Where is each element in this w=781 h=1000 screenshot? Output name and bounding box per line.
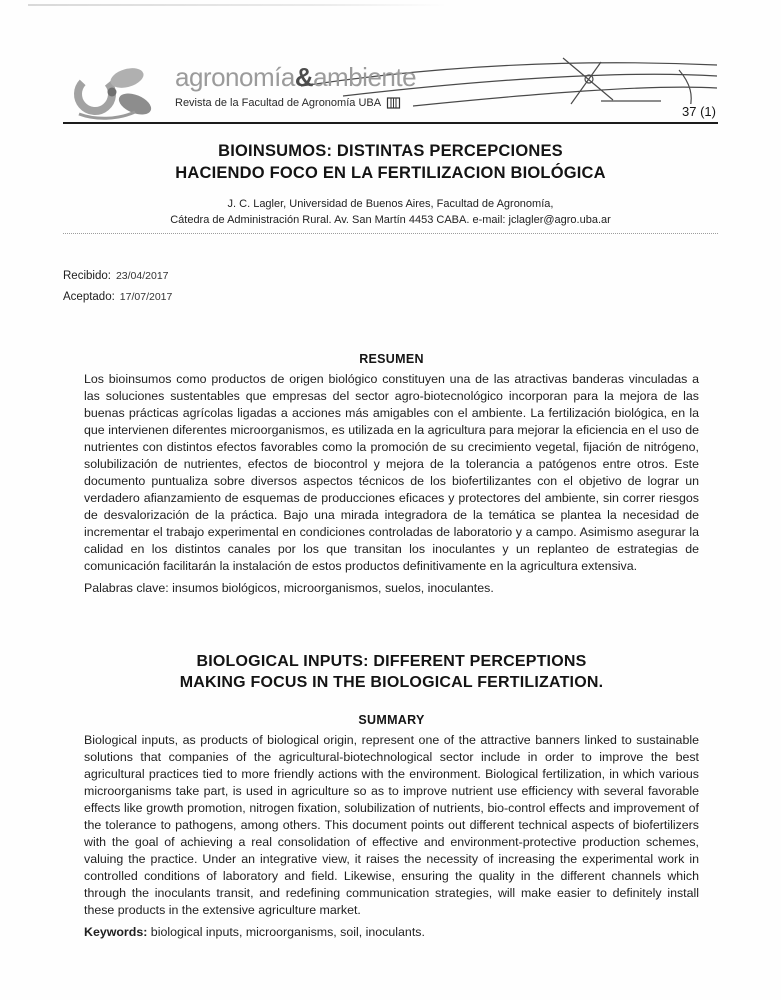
authors-line2: Cátedra de Administración Rural. Av. San Martín 4453 CABA. e-mail: jclagler@agro.uba.ar [170, 213, 611, 226]
journal-name-part2: ambiente [313, 62, 417, 92]
resumen-heading: RESUMEN [359, 352, 424, 366]
resumen-body: Los bioinsumos como productos de origen biológico constituyen una de las atractivas banderas vinculadas a las soluciones sustentables que empresas del sector agro-biotecnológico incorporan para la mejora de las buenas prácticas agrícolas ligadas a acciones más amigables con el ambiente. La fertilización biológica, en la que intervienen diferentes microorganismos, es utilizada en la agricultura para mejorar la eficiencia en el uso de nutrientes con distintos efectos favorables como la promoción de su crecimiento vegetal, fijación de nitrógeno, solubilización de nutrientes, efectos de biocontrol y mejora de la tolerancia a patógenos entre otros. Este documento puntualiza sobre diversos aspectos técnicos de los biofertilizantes con el objetivo de lograr un verdadero afianzamiento de esquemas de producciones eficaces y protectores del ambiente, sin correr riesgos de desvalorización de la práctica. Bajo una mirada integradora de la temática se plantea la necesidad de incrementar el trabajo experimental en condiciones controladas de laboratorio y a campo. Asimismo asegurar la calidad en los distintos canales por los que transitan los inoculantes y un replanteo de estrategias de comunicación facilitarán la instalación de estos productos definitivamente en la agricultura extensiva. [84, 372, 699, 573]
abstract-english [84, 651, 699, 952]
accepted-value: 17/07/2017 [119, 291, 173, 303]
issue-number: 37 (1) [676, 104, 716, 119]
dotted-divider [63, 233, 718, 234]
journal-name-amp: & [294, 62, 314, 92]
scan-edge-artifact [28, 4, 448, 6]
english-title [84, 651, 699, 693]
received-date-row [63, 270, 172, 282]
article-title-line2: HACIENDO FOCO EN LA FERTILIZACION BIOLÓGICA [175, 163, 606, 182]
keywords-label: Keywords: [84, 925, 148, 940]
summary-heading: SUMMARY [358, 713, 425, 728]
received-value: 23/04/2017 [115, 270, 169, 282]
submission-dates [63, 270, 172, 312]
journal-subtitle-text: Revista de la Facultad de Agronomía UBA [175, 97, 382, 110]
journal-logo-text [175, 64, 416, 110]
article-title [0, 141, 781, 185]
received-label: Recibido: [63, 270, 111, 282]
accepted-label: Aceptado: [63, 291, 115, 303]
journal-name [175, 64, 416, 91]
journal-subtitle [175, 96, 416, 110]
abstract-spanish [84, 352, 699, 607]
journal-name-part1: agronomía [175, 62, 295, 92]
keywords [84, 925, 699, 939]
english-title-line2: MAKING FOCUS IN THE BIOLOGICAL FERTILIZATION. [179, 674, 604, 692]
authors-line1: J. C. Lagler, Universidad de Buenos Aires, Facultad de Agronomía, [227, 198, 554, 210]
summary-body: Biological inputs, as products of biological origin, represent one of the attractive banners linked to sustainable solutions that companies of the agricultural-biotechnological sector include in order to improve the best agricultural practices tied to more friendly actions with the environment. Biological fertilization, in which various microorganisms take part, is used in agriculture so as to improve nutrient use efficiency with several favorable effects like growth promotion, nitrogen fixation, solubilization of nutrients, bio-control effects and improvement of the tolerance to pathogens, among others. This document points out different technical aspects of biofertilizers with the goal of achieving a real consolidation of effective and environment-protective production schemes, valuing the practice. Under an integrative view, it raises the necessity of increasing the experimental work in controlled conditions of laboratory and field. Likewise, ensuring the quality in the different channels which through the inoculants transit, and redefining communication strategies, will make easier to definitely install these products in the extensive agriculture market. [84, 733, 699, 918]
journal-header [63, 64, 718, 124]
english-title-line1: BIOLOGICAL INPUTS: DIFFERENT PERCEPTIONS [196, 653, 587, 670]
article-title-line1: BIOINSUMOS: DISTINTAS PERCEPCIONES [218, 142, 563, 160]
keywords-text: biological inputs, microorganisms, soil, inoculants. [147, 925, 425, 940]
journal-logo-swirl-icon [65, 62, 169, 122]
palabras-clave: Palabras clave: insumos biológicos, microorganismos, suelos, inoculantes. [84, 581, 494, 595]
uba-crest-icon [386, 96, 401, 110]
accepted-date-row [63, 291, 172, 303]
authors-affiliation [0, 197, 781, 229]
